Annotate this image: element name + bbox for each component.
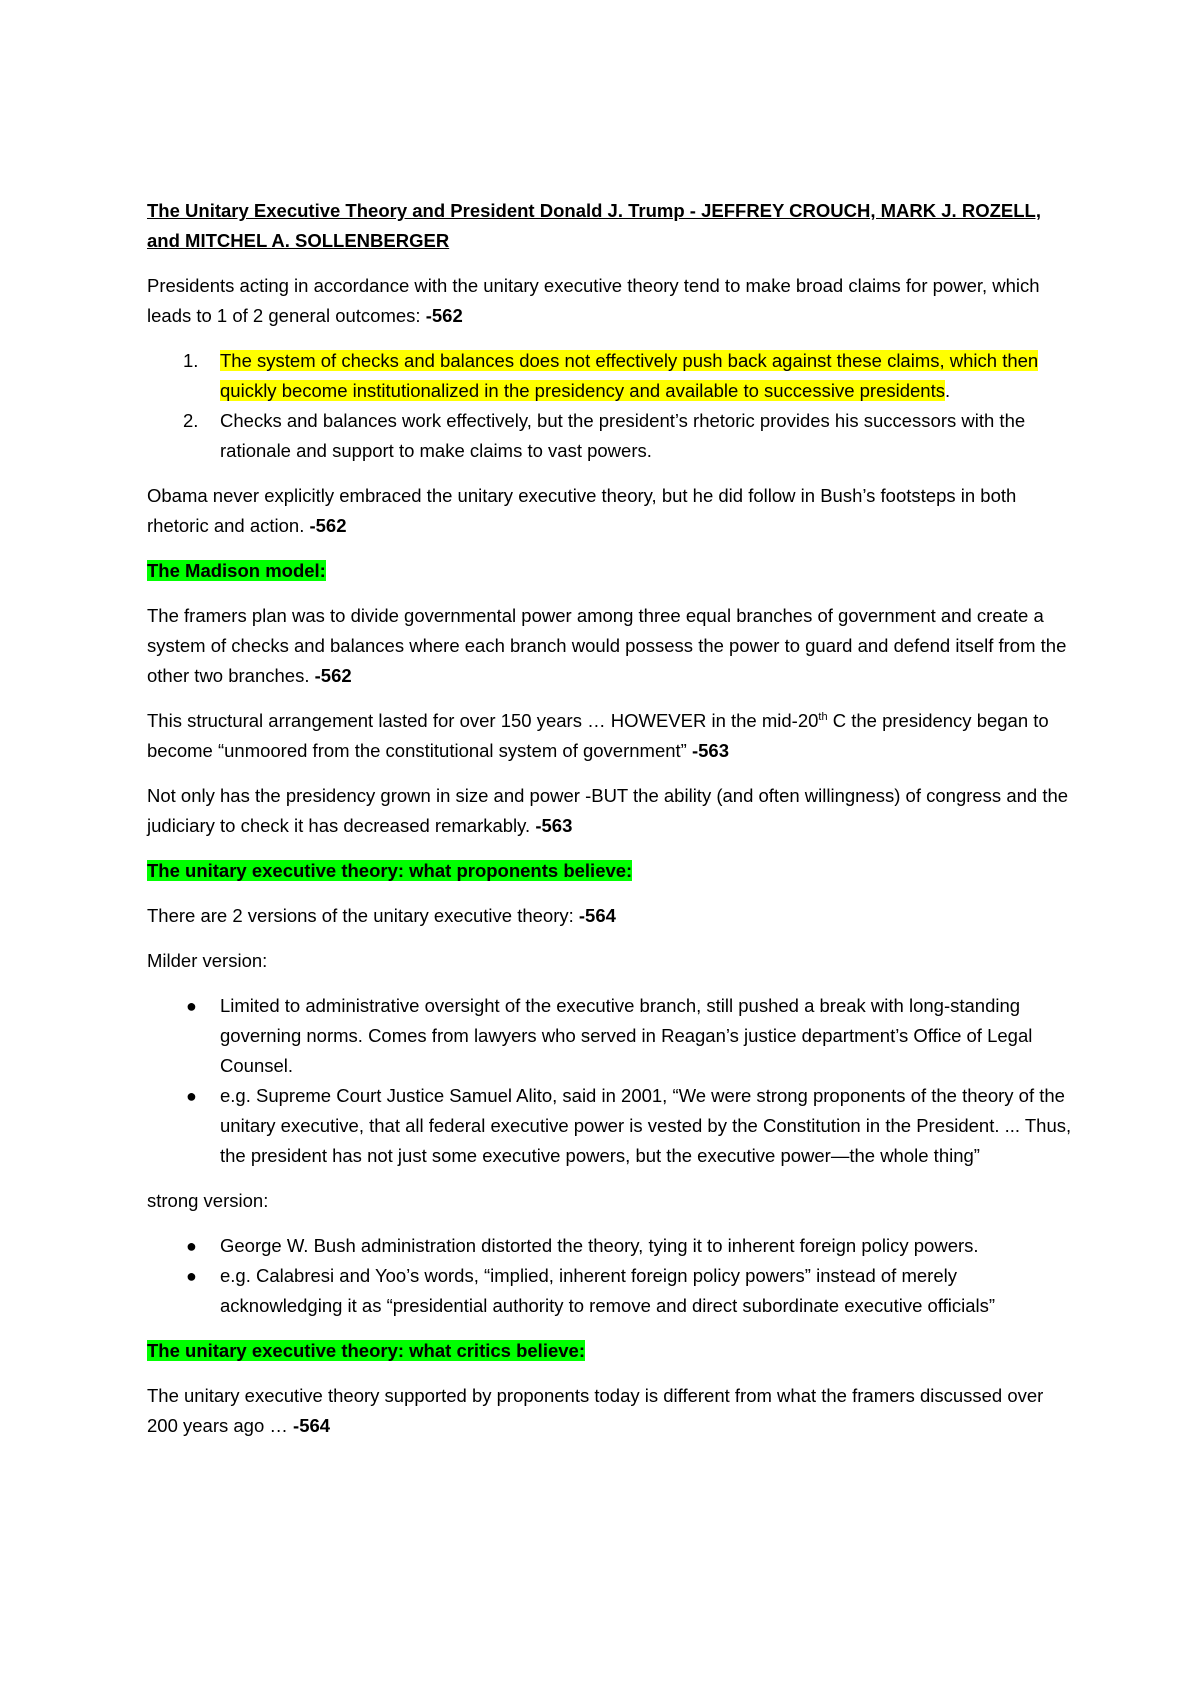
section-heading-madison [147,556,1077,586]
milder-label: Milder version: [147,950,268,971]
page-ref: -564 [578,905,616,926]
obama-text: Obama never explicitly embraced the unitary executive theory, but he did follow in Bush’s footsteps in both rhetoric and action. [147,485,1017,536]
framers-paragraph [147,601,1077,691]
page-ref: -562 [425,305,463,326]
page-ref: -563 [691,740,730,761]
list-item [147,406,1077,466]
structural-text-a: This structural arrangement lasted for over 150 years … HOWEVER in the mid-20 [147,710,819,731]
critics-text: The unitary executive theory supported by proponents today is different from what the framers discussed over 200 years ago … [147,1385,1044,1436]
intro-text: Presidents acting in accordance with the unitary executive theory tend to make broad claims for power, which leads to 1 of 2 general outcomes: [147,275,1040,326]
strong-label: strong version: [147,1190,269,1211]
bullet-icon: ● [186,1236,197,1256]
page-ref: -562 [314,665,352,686]
list-item [147,1231,1077,1261]
bullet-text: e.g. Supreme Court Justice Samuel Alito, said in 2001, “We were strong proponents of the theory of the unitary executive, that all federal executive power is vested by the Constitution in the President. ... Thus, the president has not just some executive powers, but the executive power—the whole thing” [220,1085,1072,1166]
intro-paragraph [147,271,1077,331]
section-heading-proponents [147,856,1077,886]
heading-text: The Madison model: [147,560,326,581]
list-number: 1. [183,350,199,371]
not-only-paragraph [147,781,1077,841]
list-item [147,346,1077,406]
bullet-text: Limited to administrative oversight of the executive branch, still pushed a break with long-standing governing norms. Comes from lawyers who served in Reagan’s justice department’s Office of Legal Counsel. [220,995,1033,1076]
page-ref: -562 [309,515,347,536]
obama-paragraph [147,481,1077,541]
list-item [147,991,1077,1081]
bullet-icon: ● [186,1086,197,1106]
highlighted-text: The system of checks and balances does not effectively push back against these claims, which then quickly become institutionalized in the presidency and available to successive presidents [220,350,1039,401]
document-title: The Unitary Executive Theory and President Donald J. Trump - JEFFREY CROUCH, MARK J. ROZELL, and MITCHEL A. SOLLENBERGER [147,200,1041,251]
not-only-text: Not only has the presidency grown in size and power -BUT the ability (and often willingness) of congress and the judiciary to check it has decreased remarkably. [147,785,1069,836]
versions-paragraph [147,901,1077,931]
list-item [147,1261,1077,1321]
bullet-text: George W. Bush administration distorted the theory, tying it to inherent foreign policy powers. [220,1235,979,1256]
framers-text: The framers plan was to divide governmental power among three equal branches of government and create a system of checks and balances where each branch would possess the power to guard and defend itself from the other two branches. [147,605,1067,686]
outcomes-list [147,346,1077,466]
page-ref: -563 [535,815,573,836]
heading-text: The unitary executive theory: what proponents believe: [147,860,633,881]
page-ref: -564 [293,1415,331,1436]
bullet-text: e.g. Calabresi and Yoo’s words, “implied, inherent foreign policy powers” instead of merely acknowledging it as “presidential authority to remove and direct subordinate executive officials” [220,1265,996,1316]
list-item [147,1081,1077,1171]
versions-text: There are 2 versions of the unitary executive theory: [147,905,579,926]
milder-bullet-list [147,991,1077,1171]
list-text: Checks and balances work effectively, but the president’s rhetoric provides his successors with the rationale and support to make claims to vast powers. [220,410,1026,461]
bullet-icon: ● [186,1266,197,1286]
list-number: 2. [183,410,199,431]
superscript: th [818,710,828,723]
structural-paragraph [147,706,1077,766]
critics-paragraph [147,1381,1077,1441]
section-heading-critics [147,1336,1077,1366]
list-suffix: . [945,380,951,401]
heading-text: The unitary executive theory: what critics believe: [147,1340,585,1361]
bullet-icon: ● [186,996,197,1016]
document-body [147,196,1077,1456]
strong-bullet-list [147,1231,1077,1321]
structural-text-b: C the presidency began to become “unmoored from the constitutional system of government” [147,710,1049,761]
